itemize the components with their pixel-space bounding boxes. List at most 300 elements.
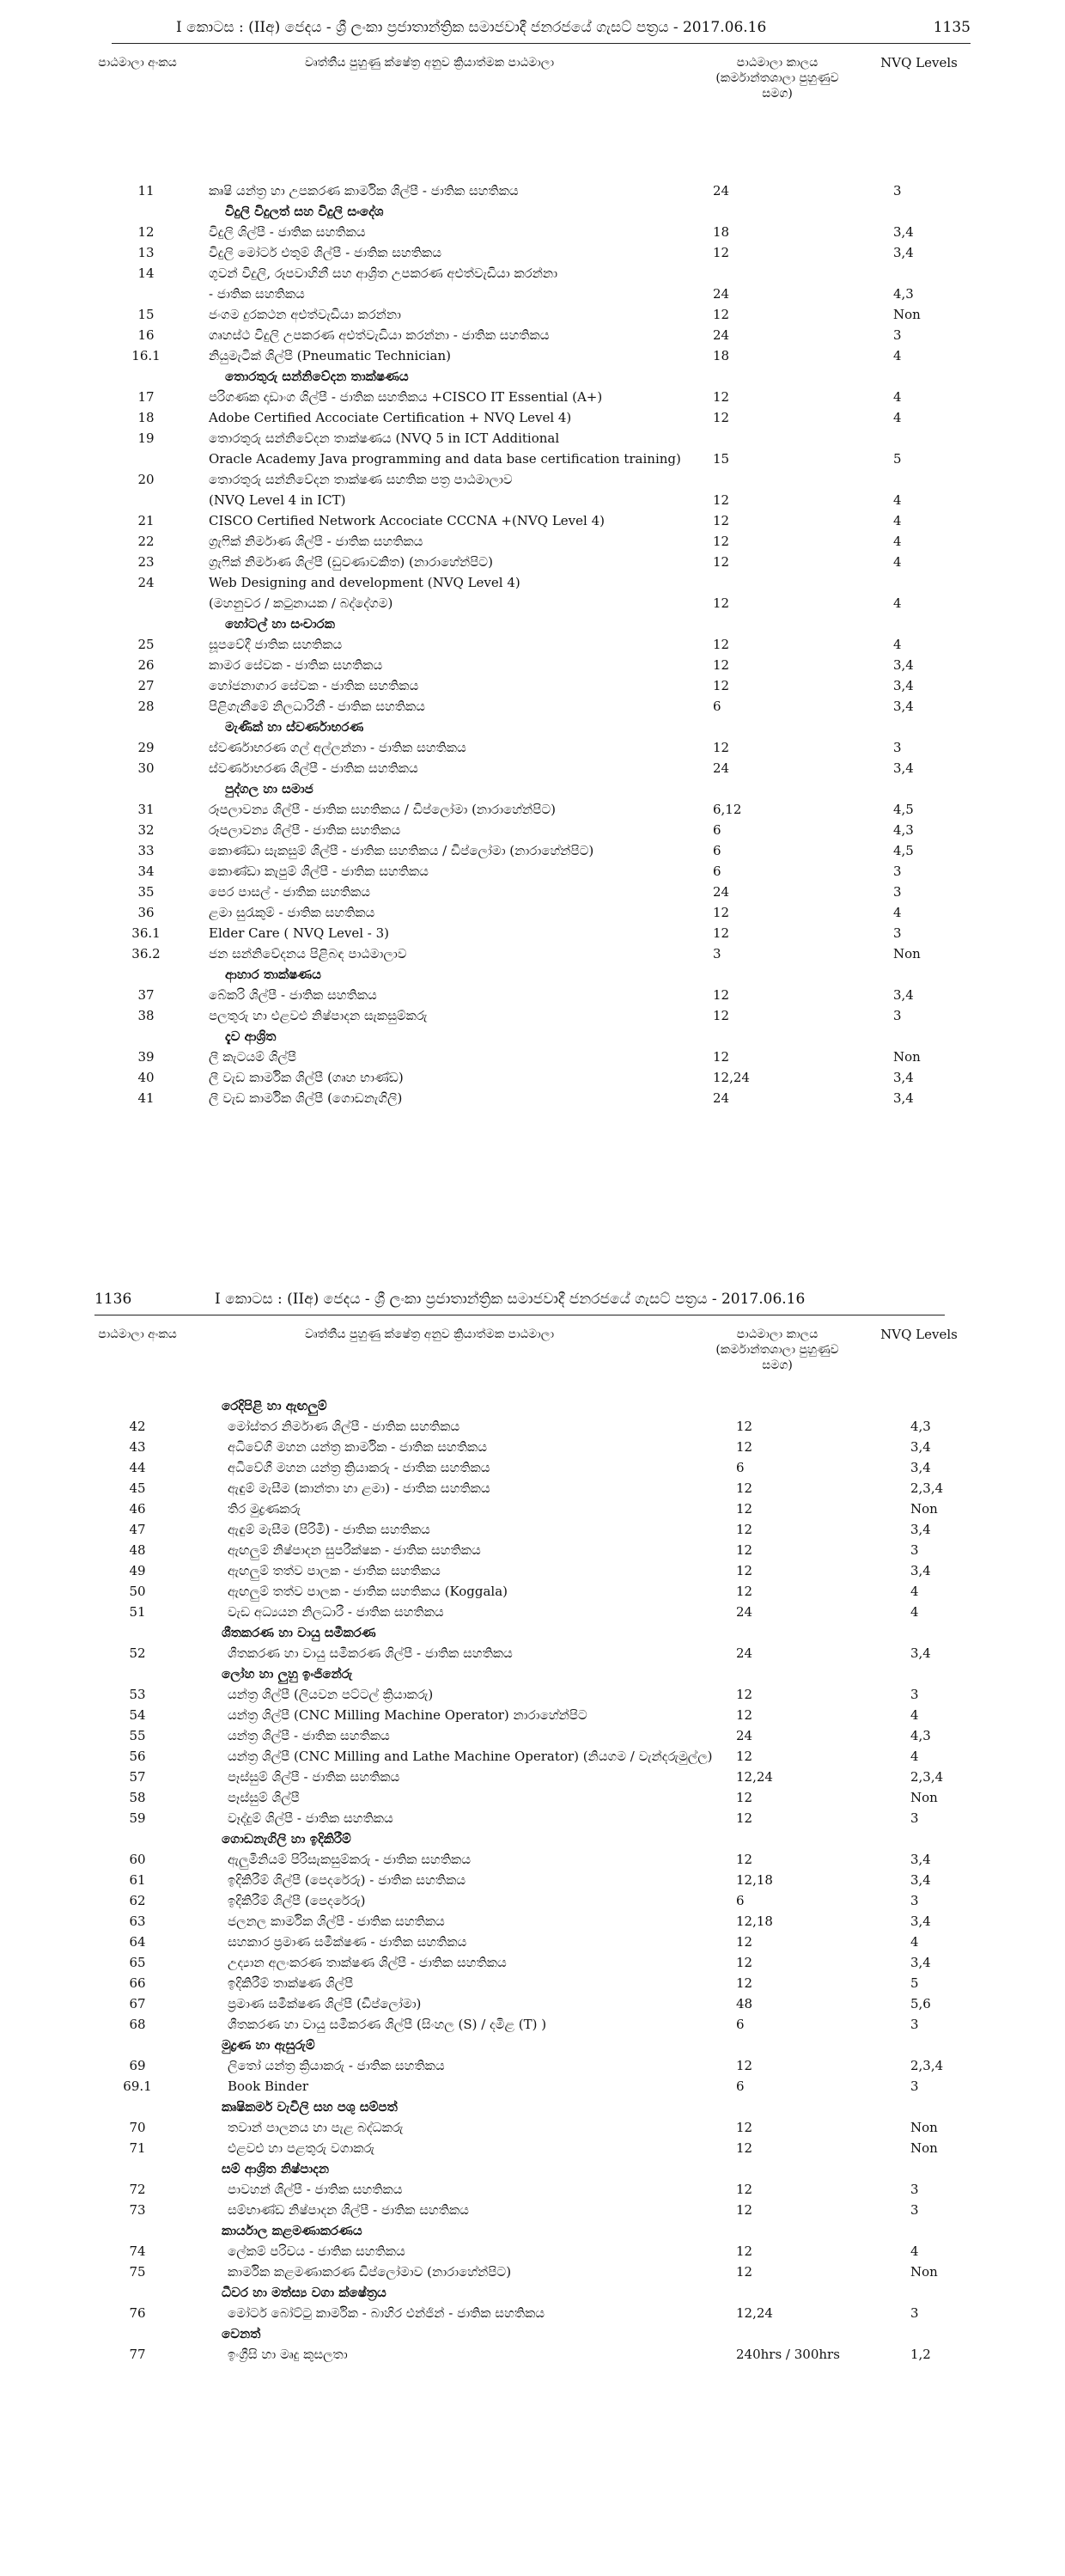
course-name: පෙර පාසල් - ජාතික සහතිකය	[209, 884, 371, 900]
nvq-level: 4	[893, 492, 902, 508]
nvq-level: 3,4	[893, 987, 914, 1003]
table-row	[0, 1602, 1065, 1622]
section-heading: සම් ආශ්‍රිත නිෂ්පාදන	[222, 2161, 330, 2176]
nvq-level: 3	[910, 2079, 919, 2094]
nvq-level: 3	[910, 1687, 919, 1702]
table-row	[0, 1767, 1065, 1787]
table-row	[0, 882, 1065, 902]
course-duration: 12	[736, 1480, 753, 1496]
section-heading-row	[0, 1663, 1065, 1684]
course-name: තොරතුරු සන්නිවේදන තාක්ෂණ සහතික පත්‍ර පාඨමාලාව	[209, 472, 513, 487]
course-number: 75	[129, 2264, 146, 2280]
nvq-level: Non	[893, 946, 921, 961]
table-row	[0, 428, 1065, 449]
course-number: 36.2	[131, 946, 161, 961]
section-heading: ශීතකරණ හා වායු සමීකරණ	[222, 1625, 376, 1640]
nvq-level: 4	[910, 1749, 919, 1764]
course-name: (NVQ Level 4 in ICT)	[209, 492, 346, 508]
course-number: 15	[137, 307, 155, 322]
nvq-level: Non	[910, 2120, 938, 2135]
course-number: 57	[129, 1769, 146, 1785]
table-row	[0, 552, 1065, 572]
table-row	[0, 490, 1065, 510]
course-number: 29	[137, 740, 155, 755]
nvq-level: 3	[893, 740, 902, 755]
table-row	[0, 1643, 1065, 1663]
course-duration: 12,24	[713, 1070, 750, 1085]
section-heading-row	[0, 1395, 1065, 1416]
table-row	[0, 861, 1065, 882]
nvq-level: 3,4	[910, 1460, 931, 1475]
course-name: වෑද්දුම් ශිල්පී - ජාතික සහතිකය	[228, 1810, 393, 1826]
nvq-level: Non	[910, 1501, 938, 1517]
nvq-level: 3,4	[910, 1872, 931, 1888]
table-row	[0, 222, 1065, 242]
table-row	[0, 675, 1065, 696]
course-name: ලිතෝ යන්ත්‍ර ක්‍රියාකරු - ජාතික සහතිකය	[228, 2058, 445, 2073]
table-row	[0, 572, 1065, 593]
course-duration: 12	[736, 1439, 753, 1455]
table-row	[0, 943, 1065, 964]
nvq-level: 4	[910, 1707, 919, 1723]
course-number: 25	[137, 637, 155, 652]
nvq-level: 4	[893, 389, 902, 405]
course-duration: 12	[713, 595, 730, 611]
course-duration: 6	[736, 1893, 745, 1908]
course-duration: 12	[713, 657, 730, 673]
course-number: 14	[137, 266, 155, 281]
course-number: 24	[137, 575, 155, 590]
course-duration: 12	[736, 1810, 753, 1826]
nvq-level: 4,3	[910, 1419, 931, 1434]
gazette-page-1135	[0, 0, 1065, 1250]
course-duration: 12	[736, 2058, 753, 2073]
course-number: 61	[129, 1872, 146, 1888]
course-name: Elder Care ( NVQ Level - 3)	[209, 925, 390, 941]
course-name: මෝටර් බෝට්ටු කාර්මික - බාහිර එන්ජින් - ජාතික සහතිකය	[228, 2305, 545, 2321]
course-duration: 12,18	[736, 1872, 773, 1888]
nvq-level: 4	[893, 534, 902, 549]
table-row	[0, 2200, 1065, 2220]
section-heading: තොරතුරු සන්නිවේදන තාක්ෂණය	[225, 369, 409, 384]
course-number: 45	[129, 1480, 146, 1496]
nvq-level: 4	[893, 905, 902, 920]
section-heading-row	[0, 2282, 1065, 2303]
course-duration: 6	[736, 2017, 745, 2032]
table-row	[0, 2344, 1065, 2365]
course-duration: 12	[736, 2182, 753, 2197]
nvq-level: 3	[910, 1893, 919, 1908]
course-duration: 12	[736, 2202, 753, 2218]
section-heading: වෙනත්	[222, 2326, 261, 2341]
course-number: 66	[129, 1975, 146, 1991]
section-heading-row	[0, 1026, 1065, 1047]
nvq-level: 4,3	[893, 286, 914, 302]
nvq-level: Non	[910, 2140, 938, 2156]
page-header-title: I කොටස : (IIඅ) ජෙදය - ශ්‍රී ලංකා ප්‍රජාතාන්ත්‍රික සමාජවාදී ජනරජයේ ගැසට් පත්‍රය - 2017.06.16	[215, 1291, 806, 1308]
table-row	[0, 923, 1065, 943]
course-duration: 12	[713, 740, 730, 755]
course-name: Oracle Academy Java programming and data base certification training)	[209, 451, 681, 467]
course-duration: 24	[713, 183, 730, 198]
nvq-level: 3	[893, 327, 902, 343]
table-row	[0, 180, 1065, 201]
table-row	[0, 902, 1065, 923]
course-name: ශීතකරණ හා වායු සමීකරණ ශිල්පී (සිංහල (S) / දමිළ (T) )	[228, 2017, 547, 2032]
course-name: කාර්මික කළමණාකරණ ඩිප්ලෝමාව (නාරාහේන්පිට)	[228, 2264, 512, 2280]
nvq-level: 2,3,4	[910, 1769, 944, 1785]
table-row	[0, 1849, 1065, 1870]
nvq-level: 4,5	[893, 843, 914, 858]
table-row	[0, 510, 1065, 531]
nvq-level: 3,4	[910, 1439, 931, 1455]
column-header-nvq-levels: NVQ Levels	[880, 1327, 958, 1342]
course-duration: 24	[713, 884, 730, 900]
header-divider	[112, 43, 971, 44]
section-heading-row	[0, 778, 1065, 799]
course-table	[0, 1395, 1065, 2365]
course-duration: 12	[736, 1522, 753, 1537]
course-name: ඇඳුම් මැසීම (පිරිමි) - ජාතික සහතිකය	[228, 1522, 430, 1537]
course-name: පෑස්සුම් ශිල්පී - ජාතික සහතිකය	[228, 1769, 400, 1785]
table-row	[0, 2262, 1065, 2282]
table-row	[0, 531, 1065, 552]
nvq-level: 3,4	[893, 657, 914, 673]
nvq-level: 3	[893, 884, 902, 900]
table-row	[0, 2179, 1065, 2200]
page-header-title: I කොටස : (IIඅ) ජෙදය - ශ්‍රී ලංකා ප්‍රජාතාන්ත්‍රික සමාජවාදී ජනරජයේ ගැසට් පත්‍රය - 2017.06.16	[176, 19, 767, 36]
course-name: යන්ත්‍ර ශිල්පී (ලියවන පට්ටල් ක්‍රියාකරු)	[228, 1687, 434, 1702]
course-number: 42	[129, 1419, 146, 1434]
course-name: Adobe Certified Accociate Certification + NVQ Level 4)	[209, 410, 572, 425]
nvq-level: 3	[910, 2017, 919, 2032]
course-duration: 12	[713, 554, 730, 570]
course-duration: 12	[736, 1975, 753, 1991]
course-name: Web Designing and development (NVQ Level 4)	[209, 575, 520, 590]
table-row	[0, 1499, 1065, 1519]
course-name: තිර මුද්‍රණකරු	[228, 1501, 301, 1517]
course-duration: 18	[713, 224, 730, 240]
course-name: පිළිගැනීමේ නිලධාරිනී - ජාතික සහතිකය	[209, 699, 425, 714]
section-heading: රෙදිපිළි හා ඇඟලුම්	[222, 1398, 327, 1413]
course-name: ග්‍රැෆික් නිර්මාණ ශිල්පී (ඩුවණාවකිත) (නාරාහේන්පිට)	[209, 554, 493, 570]
course-duration: 12	[713, 905, 730, 920]
table-row	[0, 2014, 1065, 2035]
section-heading-row	[0, 366, 1065, 387]
course-duration: 24	[713, 327, 730, 343]
course-duration: 12	[736, 1707, 753, 1723]
table-row	[0, 284, 1065, 304]
course-number: 12	[137, 224, 155, 240]
nvq-level: 3	[910, 2182, 919, 2197]
table-row	[0, 1787, 1065, 1808]
course-name: (මහනුවර / කටුනායක / බද්දේගම)	[209, 595, 393, 611]
course-number: 38	[137, 1008, 155, 1023]
course-number: 39	[137, 1049, 155, 1065]
course-name: යන්ත්‍ර ශිල්පී (CNC Milling Machine Operator) නාරාහේන්පිට	[228, 1707, 587, 1723]
course-number: 31	[137, 802, 155, 817]
course-name: ප්‍රමාණ සමීක්ෂණ ශිල්පී (ඩිප්ලෝමා)	[228, 1996, 422, 2011]
table-row	[0, 242, 1065, 263]
table-row	[0, 263, 1065, 284]
course-name: ලී කැටයම් ශිල්පී	[209, 1049, 297, 1065]
course-duration: 12	[713, 245, 730, 260]
table-row	[0, 1437, 1065, 1457]
nvq-level: 1,2	[910, 2347, 931, 2362]
course-number: 28	[137, 699, 155, 714]
course-number: 23	[137, 554, 155, 570]
course-number: 18	[137, 410, 155, 425]
nvq-level: 3,4	[910, 1852, 931, 1867]
course-duration: 12	[713, 492, 730, 508]
nvq-level: Non	[910, 1790, 938, 1805]
course-name: ජන සන්නිවේදනය පිළිබඳ පාඨමාලාව	[209, 946, 407, 961]
nvq-level: 3	[910, 1810, 919, 1826]
course-name: තවාන් පාලනය හා පැළ බද්ධකරු	[228, 2120, 404, 2135]
course-duration: 12	[736, 2120, 753, 2135]
course-number: 49	[129, 1563, 146, 1578]
course-duration: 12,24	[736, 2305, 773, 2321]
table-row	[0, 407, 1065, 428]
course-number: 69.1	[123, 2079, 152, 2094]
course-name: වැඩ අධ්‍යයන නිලධාරී - ජාතික සහතිකය	[228, 1604, 444, 1620]
course-duration: 24	[736, 1604, 753, 1620]
course-number: 54	[129, 1707, 146, 1723]
table-row	[0, 345, 1065, 366]
course-name: කොණ්ඩා කැපුම් ශිල්පී - ජාතික සහතිකය	[209, 864, 429, 879]
nvq-level: Non	[893, 1049, 921, 1065]
course-number: 36	[137, 905, 155, 920]
nvq-level: 4	[893, 348, 902, 363]
table-row	[0, 758, 1065, 778]
nvq-level: 5	[893, 451, 902, 467]
nvq-level: 3,4	[893, 760, 914, 776]
nvq-level: 3,4	[910, 1522, 931, 1537]
course-duration: 12	[713, 925, 730, 941]
course-duration: 12	[713, 1049, 730, 1065]
course-number: 13	[137, 245, 155, 260]
section-heading-row	[0, 2158, 1065, 2179]
course-name: පලතුරු හා එළවළු නිෂ්පාදන සැකසුම්කරු	[209, 1008, 428, 1023]
course-name: නියුමැටික් ශිල්පී (Pneumatic Technician)	[209, 348, 451, 363]
course-name: Book Binder	[228, 2079, 309, 2094]
column-headers	[0, 55, 1065, 158]
course-name: ඉදිකිරීම් තාක්ෂණ ශිල්පී	[228, 1975, 354, 1991]
table-row	[0, 1047, 1065, 1067]
table-row	[0, 1952, 1065, 1973]
column-header-course-number: පාඨමාලා අංකය	[98, 1328, 177, 1341]
section-heading: හෝටල් හා සංචාරක	[225, 616, 335, 632]
table-row	[0, 1478, 1065, 1499]
table-row	[0, 1005, 1065, 1026]
course-name: බේකරි ශිල්පී - ජාතික සහතිකය	[209, 987, 377, 1003]
course-duration: 12	[736, 1584, 753, 1599]
course-name: රූපලාවන්‍ය ශිල්පී - ජාතික සහතිකය / ඩිප්ලෝමා (නාරාහේන්පිට)	[209, 802, 557, 817]
column-header-course: වෘත්තීය පුහුණු ක්ෂේත්‍ර අනුව ක්‍රියාත්මක පාඨමාලා	[304, 56, 555, 70]
table-row	[0, 840, 1065, 861]
course-number: 17	[137, 389, 155, 405]
course-duration: 12	[736, 1955, 753, 1970]
course-name: ලී වැඩ කාර්මික ශිල්පී (ගොඩනැගිලි)	[209, 1090, 403, 1106]
table-row	[0, 1870, 1065, 1890]
nvq-level: 4	[893, 554, 902, 570]
nvq-level: 4	[893, 410, 902, 425]
table-row	[0, 325, 1065, 345]
course-number: 76	[129, 2305, 146, 2321]
section-heading-row	[0, 2323, 1065, 2344]
nvq-level: 4	[893, 637, 902, 652]
course-number: 50	[129, 1584, 146, 1599]
course-duration: 24	[736, 1645, 753, 1661]
nvq-level: 3,4	[893, 245, 914, 260]
course-duration: 12	[713, 307, 730, 322]
course-number: 34	[137, 864, 155, 879]
course-name: කෘෂි යන්ත්‍ර හා උපකරණ කාර්මික ශිල්පී - ජාතික සහතිකය	[209, 183, 519, 198]
course-number: 43	[129, 1439, 146, 1455]
course-name: ගෘහස්ථ විදුලි උපකරණ අළුත්වැඩියා කරන්නා - ජාතික සහතිකය	[209, 327, 550, 343]
table-row	[0, 2055, 1065, 2076]
course-duration: 12	[736, 1419, 753, 1434]
table-row	[0, 1993, 1065, 2014]
course-name: - ජාතික සහතිකය	[209, 286, 305, 302]
page-number: 1135	[933, 19, 971, 36]
course-number: 51	[129, 1604, 146, 1620]
page-header	[112, 15, 971, 41]
course-name: සම්භාණ්ඩ නිෂ්පාදන ශිල්පී - ජාතික සහතිකය	[228, 2202, 469, 2218]
course-number: 32	[137, 822, 155, 838]
course-name: ස්වර්ණාභරණ ශිල්පී - ජාතික සහතිකය	[209, 760, 418, 776]
course-duration: 48	[736, 1996, 753, 2011]
table-row	[0, 1540, 1065, 1560]
course-name: සහකාර ප්‍රමාණ සමීක්ෂණ - ජාතික සහතිකය	[228, 1934, 467, 1950]
nvq-level: 4,3	[893, 822, 914, 838]
section-heading: මැණික් හා ස්වර්ණාභරණ	[225, 719, 364, 735]
course-name: යන්ත්‍ර ශිල්පී (CNC Milling and Lathe Machine Operator) (නියගම / වැන්දරුමුල්ල)	[228, 1749, 713, 1764]
course-duration: 12	[736, 2264, 753, 2280]
course-number: 63	[129, 1914, 146, 1929]
section-heading-row	[0, 1622, 1065, 1643]
course-number: 21	[137, 513, 155, 528]
course-name: ලී වැඩ කාර්මික ශිල්පී (ගෘහ භාණ්ඩ)	[209, 1070, 404, 1085]
nvq-level: 3	[893, 183, 902, 198]
section-heading-row	[0, 2097, 1065, 2117]
nvq-level: 3,4	[893, 1070, 914, 1085]
course-duration: 12	[713, 1008, 730, 1023]
course-duration: 12	[736, 1542, 753, 1558]
nvq-level: 3,4	[893, 1090, 914, 1106]
nvq-level: 4	[893, 513, 902, 528]
course-duration: 12	[713, 389, 730, 405]
course-number: 65	[129, 1955, 146, 1970]
page-header	[94, 1287, 945, 1313]
column-header-duration: පාඨමාලා කාලය (කර්මාන්තශාලා පුහුණුව සමග)	[715, 56, 839, 101]
table-row	[0, 1684, 1065, 1705]
course-duration: 12	[736, 1563, 753, 1578]
course-number: 68	[129, 2017, 146, 2032]
nvq-level: 4,5	[893, 802, 914, 817]
course-name: ඇඳුම් මැසීම (කාන්තා හා ළමා) - ජාතික සහතිකය	[228, 1480, 490, 1496]
course-table	[0, 180, 1065, 1108]
course-number: 69	[129, 2058, 146, 2073]
course-number: 60	[129, 1852, 146, 1867]
column-header-course-number: පාඨමාලා අංකය	[98, 56, 177, 70]
table-row	[0, 1890, 1065, 1911]
course-name: කොණ්ඩා සැකසුම් ශිල්පී - ජාතික සහතිකය / ඩිප්ලෝමා (නාරාහේන්පිට)	[209, 843, 594, 858]
course-name: ගුවන් විදුලි, රූපවාහිනී සහ ආශ්‍රිත උපකරණ අළුත්වැඩියා කරන්නා	[209, 266, 558, 281]
course-duration: 12	[736, 2243, 753, 2259]
course-duration: 12	[736, 2140, 753, 2156]
course-number: 56	[129, 1749, 146, 1764]
nvq-level: 3	[910, 1542, 919, 1558]
course-duration: 24	[713, 760, 730, 776]
course-duration: 240hrs / 300hrs	[736, 2347, 840, 2362]
course-name: තොරතුරු සන්නිවේදන තාක්ෂණය (NVQ 5 in ICT Additional	[209, 430, 560, 446]
course-name: ග්‍රැෆික් නිර්මාණ ශිල්පී - ජාතික සහතිකය	[209, 534, 423, 549]
course-number: 26	[137, 657, 155, 673]
course-name: ළමා සුරැකුම් - ජාතික සහතිකය	[209, 905, 375, 920]
section-heading: ගොඩනැගිලි හා ඉදිකිරීම්	[222, 1831, 351, 1847]
course-duration: 12	[713, 513, 730, 528]
course-name: අධිවේගී මහන යන්ත්‍ර කාර්මික - ජාතික සහතිකය	[228, 1439, 487, 1455]
table-row	[0, 1581, 1065, 1602]
section-heading: ආහාර තාක්ෂණය	[225, 967, 321, 982]
course-name: අධිවේගී මහන යන්ත්‍ර ක්‍රියාකරු - ජාතික සහතිකය	[228, 1460, 490, 1475]
course-number: 16	[137, 327, 155, 343]
course-number: 62	[129, 1893, 146, 1908]
course-number: 11	[137, 183, 155, 198]
nvq-level: 4	[910, 1584, 919, 1599]
column-header-course: වෘත්තීය පුහුණු ක්ෂේත්‍ර අනුව ක්‍රියාත්මක පාඨමාලා	[304, 1328, 555, 1341]
table-row	[0, 799, 1065, 820]
course-number: 53	[129, 1687, 146, 1702]
table-row	[0, 820, 1065, 840]
course-duration: 24	[713, 286, 730, 302]
course-number: 33	[137, 843, 155, 858]
course-number: 20	[137, 472, 155, 487]
course-number: 74	[129, 2243, 146, 2259]
course-name: ඉංග්‍රීසි හා මෘදු කුසලතා	[228, 2347, 348, 2362]
nvq-level: 2,3,4	[910, 2058, 944, 2073]
nvq-level: 3	[893, 925, 902, 941]
table-row	[0, 1067, 1065, 1088]
gazette-page-1136	[0, 1272, 1065, 2576]
course-name: හෝජනාගාර සේවක - ජාතික සහතිකය	[209, 678, 419, 693]
course-name: රූපලාවන්‍ය ශිල්පී - ජාතික සහතිකය	[209, 822, 401, 838]
course-number: 64	[129, 1934, 146, 1950]
course-name: විදුලි මෝටර් එතුම් ශිල්පී - ජාතික සහතිකය	[209, 245, 441, 260]
section-heading-row	[0, 1828, 1065, 1849]
course-name: ඇඟලුම් තත්ව පාලක - ජාතික සහතිකය	[228, 1563, 441, 1578]
nvq-level: 2,3,4	[910, 1480, 944, 1496]
table-row	[0, 1911, 1065, 1932]
course-duration: 12	[713, 987, 730, 1003]
table-row	[0, 1973, 1065, 1993]
course-number: 16.1	[131, 348, 161, 363]
course-number: 70	[129, 2120, 146, 2135]
course-duration: 12	[713, 534, 730, 549]
nvq-level: 3,4	[893, 678, 914, 693]
course-name: ස්වර්ණාභරණ ගල් අල්ලන්නා - ජාතික සහතිකය	[209, 740, 466, 755]
course-name: සූපවේදී ජාතික සහතිකය	[209, 637, 343, 652]
course-number: 71	[129, 2140, 146, 2156]
section-heading-row	[0, 2220, 1065, 2241]
course-duration: 24	[736, 1728, 753, 1743]
course-duration: 6	[713, 843, 721, 858]
course-name: CISCO Certified Network Accociate CCCNA +(NVQ Level 4)	[209, 513, 605, 528]
column-header-nvq-levels: NVQ Levels	[880, 55, 958, 70]
course-number: 40	[137, 1070, 155, 1085]
course-duration: 12	[713, 678, 730, 693]
